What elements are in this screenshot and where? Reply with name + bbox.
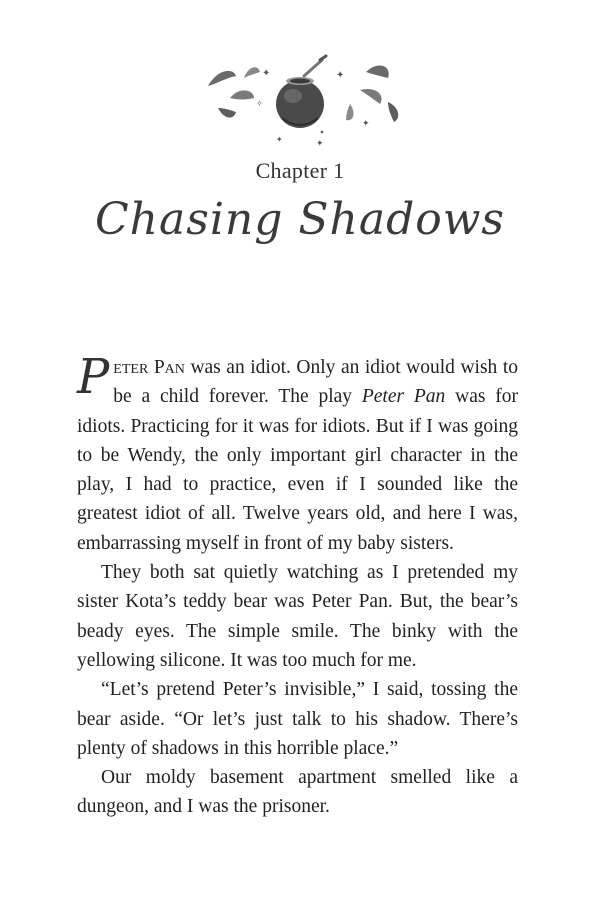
paragraph-1-part-b: was for idiots. Practicing for it was for idiots. But if I was going to be Wendy, the only important girl character in the play, I had to practice, even if I sounded like the greatest idiot of all. Twelve years old, and here I was, embarrassing myself in front of my baby sisters. [77, 386, 518, 554]
chapter-number: Chapter 1 [255, 158, 345, 183]
paragraph-1-italic: Peter Pan [361, 386, 446, 408]
gourd-with-leaves-and-stars-icon [190, 46, 410, 156]
paragraph-3: “Let’s pretend Peter’s invisible,” I said, tossing the bear aside. “Or let’s just talk to his shadow. There’s plenty of shadows in this horrible place.” [77, 679, 518, 759]
svg-text:✧: ✧ [256, 99, 263, 108]
svg-text:✦: ✦ [362, 119, 370, 129]
paragraph-1-smallcaps: eter Pan [113, 357, 185, 378]
svg-text:✦: ✦ [262, 68, 271, 79]
paragraph-1 [77, 349, 519, 558]
svg-text:✦: ✦ [276, 135, 283, 144]
chapter-title: Chasing Shadows [95, 194, 505, 245]
paragraph-1-part-a: was an idiot. Only an idiot would wish to be a child forever. The play [113, 357, 519, 408]
paragraph-4: Our moldy basement apartment smelled like a dungeon, and I was the prisoner. [77, 767, 518, 818]
svg-text:✦: ✦ [316, 139, 324, 149]
paragraph-2: They both sat quietly watching as I pretended my sister Kota’s teddy bear was Peter Pan. But, the bear’s beady eyes. The simple smile. The binky with the yellowing silicone. It was too much for me. [77, 562, 518, 671]
svg-text:✦: ✦ [336, 70, 345, 81]
chapter-body [77, 349, 519, 822]
drop-cap: P [77, 349, 110, 405]
